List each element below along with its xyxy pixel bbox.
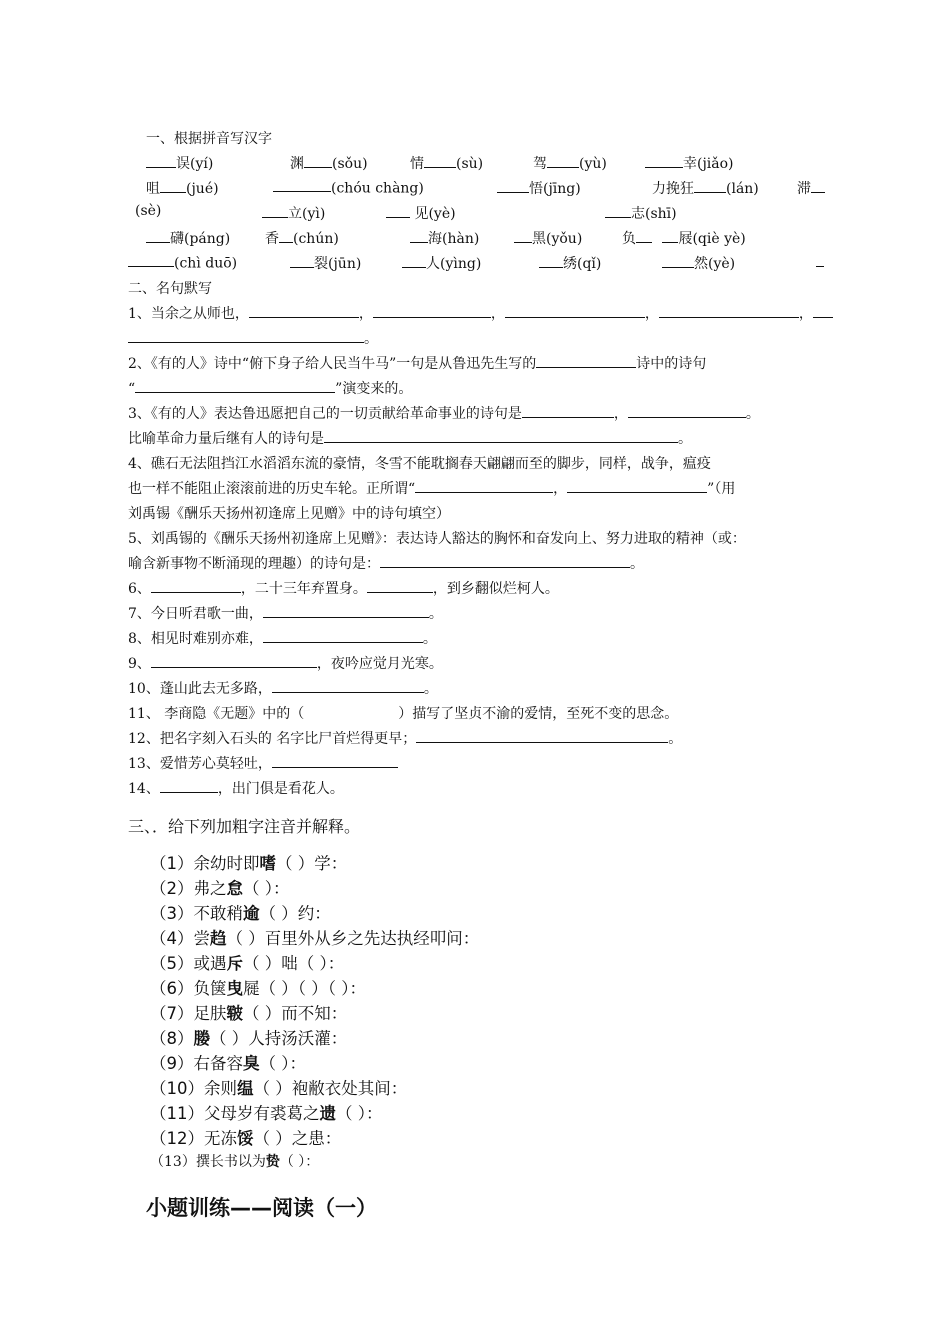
q2-item-12: 12、把名字刻入石头的 名字比尸首烂得更早； 。 [128, 728, 682, 748]
q2-item-7: 7、今日听君歌一曲， 。 [128, 603, 443, 623]
q3-item-4: （4）尝趋（ ）百里外从乡之先达执经叩问： [150, 929, 480, 948]
pinyin-row-3: 礴(páng) [146, 228, 230, 248]
section2-title: 二、名句默写 [128, 281, 212, 297]
q2-item-2: 2、《有的人》诗中“俯下身子给人民当牛马”一句是从鲁迅先生写的 诗中的诗句 [128, 353, 706, 373]
q3-item-12: （12）无冻馁（ ）之患： [150, 1129, 342, 1148]
q2-item-9: 9、 ，夜吟应觉月光寒。 [128, 653, 443, 673]
q3-item-5: （5）或遇斥（ ）咄（ ）： [150, 954, 345, 973]
q2-item-4: 4、礁石无法阻挡江水滔滔东流的豪情，冬雪不能耽搁春天翩翩而至的脚步，同样，战争，瘟疫 [128, 456, 711, 472]
q2-item-11: 11、 李商隐《无题》中的（ ）描写了坚贞不渝的爱情，至死不变的思念。 [128, 706, 679, 722]
section3-title: 三、．给下列加粗字注音并解释。 [128, 817, 361, 836]
q3-item-2: （2）弗之怠（ ）： [150, 879, 290, 898]
q3-item-7: （7）足肤皲（ ）而不知： [150, 1004, 348, 1023]
q3-item-6: （6）负箧曳屣（ ）（ ）（ ）： [150, 979, 366, 998]
q3-item-3: （3）不敢稍逾（ ）约： [150, 904, 331, 923]
pinyin-row-1: 误(yí) [146, 153, 213, 173]
q2-item-6: 6、 ，二十三年弃置身。 ，到乡翻似烂柯人。 [128, 578, 559, 598]
q3-item-11: （11）父母岁有裘葛之遗（ ）： [150, 1104, 383, 1123]
q2-item-13: 13、爱惜芳心莫轻吐， [128, 753, 398, 773]
q3-item-1: （1）余幼时即嗜（ ）学： [150, 854, 348, 873]
q3-item-8: （8）媵（ ）人持汤沃灌： [150, 1029, 348, 1048]
pinyin-row-2: 咀 (jué) [146, 178, 219, 198]
footer-heading: 小题训练——阅读（一） [146, 1196, 377, 1220]
q2-item-3: 3、《有的人》表达鲁迅愿把自己的一切贡献给革命事业的诗句是 ， 。 [128, 403, 760, 423]
q2-item-1: 1、当余之从师也， ， ， ， ， [128, 303, 833, 323]
section1-title: 一、根据拼音写汉字 [146, 131, 272, 147]
pinyin-row-4: (chì duō) [128, 253, 237, 271]
q2-item-10: 10、蓬山此去无多路， 。 [128, 678, 438, 698]
q2-item-8: 8、相见时难别亦难， 。 [128, 628, 437, 648]
q3-item-9: （9）右备容臭（ ）： [150, 1054, 306, 1073]
q3-item-13: （13）撰长书以为贽（ ）： [150, 1154, 320, 1170]
q2-item-14: 14、 ，出门俱是看花人。 [128, 778, 344, 798]
q3-item-10: （10）余则缊（ ）袍敝衣处其间： [150, 1079, 408, 1098]
q2-item-5: 5、刘禹锡的《酬乐天扬州初逢席上见赠》：表达诗人豁达的胸怀和奋发向上、努力进取的精神（或： [128, 531, 746, 547]
